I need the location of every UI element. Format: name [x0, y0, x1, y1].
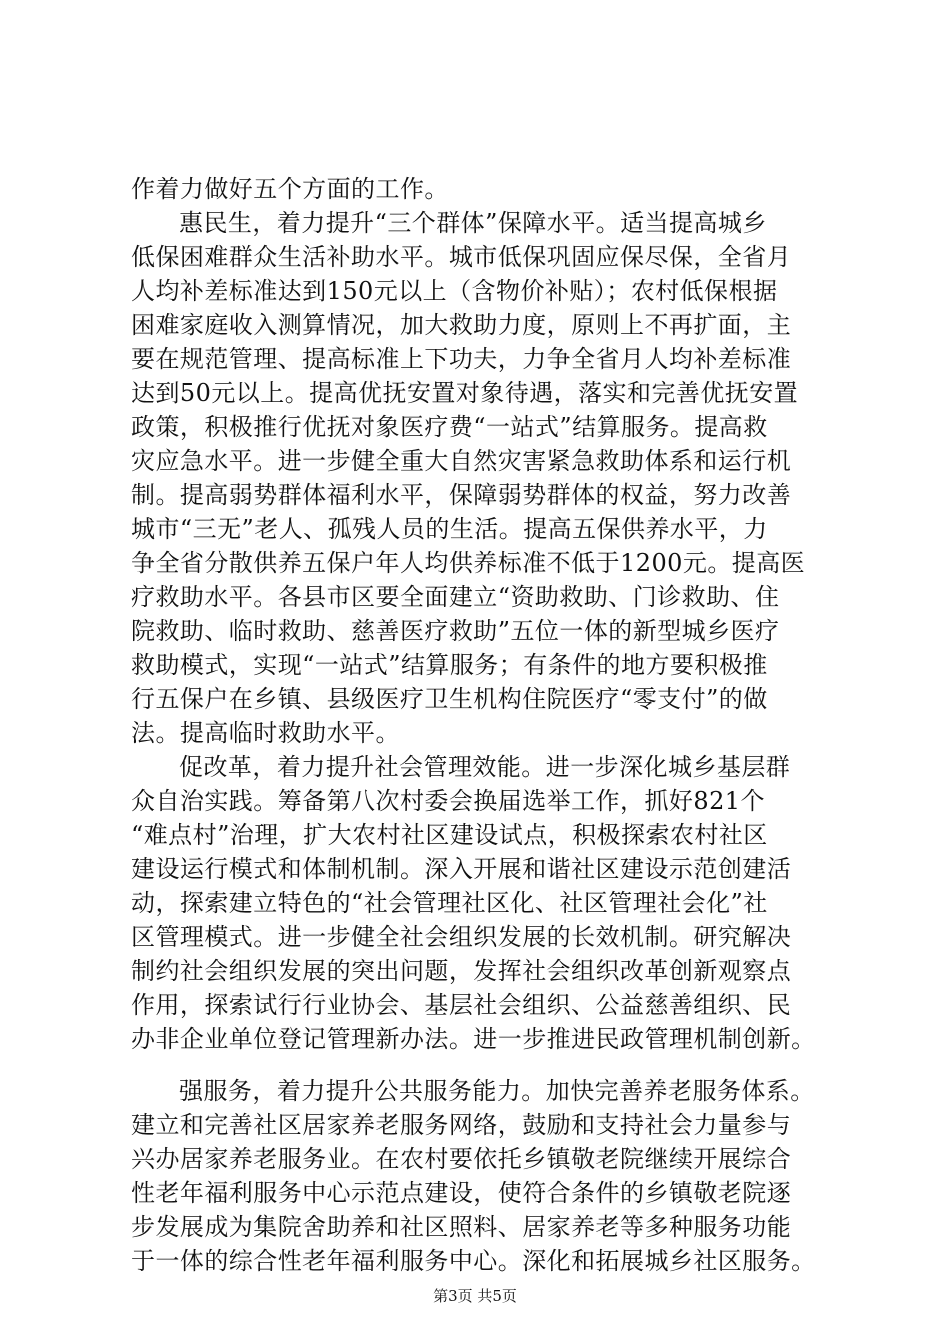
text-line: 性老年福利服务中心示范点建设，使符合条件的乡镇敬老院逐	[131, 1179, 792, 1207]
text-line: 办非企业单位登记管理新办法。进一步推进民政管理机制创新。	[131, 1025, 816, 1053]
text-line: 作着力做好五个方面的工作。	[131, 175, 449, 203]
paragraph-start-line: 促改革，着力提升社会管理效能。进一步深化城乡基层群	[179, 753, 791, 781]
paragraph-start-line: 惠民生，着力提升“三个群体”保障水平。适当提高城乡	[179, 209, 767, 237]
text-line: 建设运行模式和体制机制。深入开展和谐社区建设示范创建活	[131, 855, 792, 883]
text-line: 人均补差标准达到150元以上（含物价补贴）；农村低保根据	[131, 277, 778, 305]
text-line: 作用，探索试行行业协会、基层社会组织、公益慈善组织、民	[131, 991, 792, 1019]
text-line: 众自治实践。筹备第八次村委会换届选举工作，抓好821个	[131, 787, 765, 815]
text-line: 困难家庭收入测算情况，加大救助力度，原则上不再扩面，主	[131, 311, 792, 339]
text-line: 救助模式，实现“一站式”结算服务；有条件的地方要积极推	[131, 651, 768, 679]
text-line: 院救助、临时救助、慈善医疗救助”五位一体的新型城乡医疗	[131, 617, 780, 645]
text-line: 法。提高临时救助水平。	[131, 719, 400, 747]
text-line: 行五保户在乡镇、县级医疗卫生机构住院医疗“零支付”的做	[131, 685, 768, 713]
text-line: 制。提高弱势群体福利水平，保障弱势群体的权益，努力改善	[131, 481, 792, 509]
text-line: 低保困难群众生活补助水平。城市低保巩固应保尽保，全省月	[131, 243, 792, 271]
text-line: “难点村”治理，扩大农村社区建设试点，积极探索农村社区	[131, 821, 768, 849]
text-line: 步发展成为集院舍助养和社区照料、居家养老等多种服务功能	[131, 1213, 792, 1241]
text-line: 灾应急水平。进一步健全重大自然灾害紧急救助体系和运行机	[131, 447, 792, 475]
text-line: 达到50元以上。提高优抚安置对象待遇，落实和完善优抚安置	[131, 379, 799, 407]
text-line: 建立和完善社区居家养老服务网络，鼓励和支持社会力量参与	[131, 1111, 792, 1139]
text-line: 于一体的综合性老年福利服务中心。深化和拓展城乡社区服务。	[131, 1247, 816, 1275]
text-line: 兴办居家养老服务业。在农村要依托乡镇敬老院继续开展综合	[131, 1145, 792, 1173]
text-line: 政策，积极推行优抚对象医疗费“一站式”结算服务。提高救	[131, 413, 768, 441]
page-number-footer: 第3页 共5页	[433, 1287, 517, 1305]
paragraph-start-line: 强服务，着力提升公共服务能力。加快完善养老服务体系。	[179, 1077, 815, 1105]
text-line: 争全省分散供养五保户年人均供养标准不低于1200元。提高医	[131, 549, 806, 577]
text-line: 城市“三无”老人、孤残人员的生活。提高五保供养水平，力	[131, 515, 768, 543]
text-line: 要在规范管理、提高标准上下功夫，力争全省月人均补差标准	[131, 345, 792, 373]
text-line: 制约社会组织发展的突出问题，发挥社会组织改革创新观察点	[131, 957, 792, 985]
text-line: 动，探索建立特色的“社会管理社区化、社区管理社会化”社	[131, 889, 768, 917]
text-line: 疗救助水平。各县市区要全面建立“资助救助、门诊救助、住	[131, 583, 780, 611]
text-line: 区管理模式。进一步健全社会组织发展的长效机制。研究解决	[131, 923, 792, 951]
